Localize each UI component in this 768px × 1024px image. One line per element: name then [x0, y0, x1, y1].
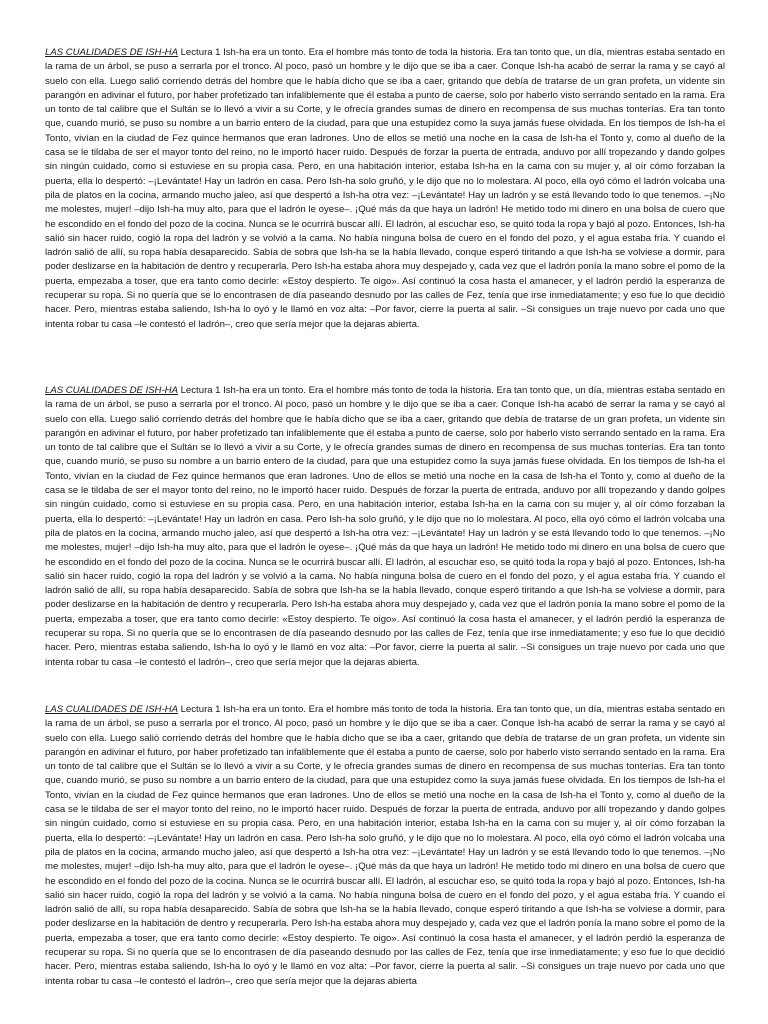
paragraph-body: Lectura 1 Ish-ha era un tonto. Era el hombre más tonto de toda la historia. Era tan tonto que, un día, mientras estaba sentado en la rama de un árbol, se puso a serrarla por el tronco. Al poco, pasó un hombre y le dijo que se iba a caer. Conque Ish-ha acabó de serrar la rama y se cayó al suelo con ella. Luego salió corriendo detrás del hombre que le había dicho que se iba a caer, gritando que debía de tratarse de un gran profeta, un vidente sin parangón en adivinar el futuro, por haber profetizado tan infaliblemente que él estaba a punto de caerse, solo por haberlo visto serrando sentado en la rama. Era un tonto de tal calibre que el Sultán se lo llevó a vivir a su Corte, y le ofrecía grandes sumas de dinero en recompensa de sus muchas tonterías. Era tan tonto que, cuando murió, se puso su nombre a un barrio entero de la ciudad, para que una estupidez como la suya jamás fuese olvidada. En los tiempos de Ish-ha el Tonto, vivían en la ciudad de Fez quince hermanos que eran ladrones. Uno de ellos se metió una noche en la casa de Ish-ha el Tonto y, como al dueño de la casa se le tildaba de ser el mayor tonto del reino, no le importó hacer ruido. Después de forzar la puerta de entrada, anduvo por allí tropezando y dando golpes sin ningún cuidado, como si estuviese en su propia casa. Pero, en una habitación interior, estaba Ish-ha en la cama con su mujer y, al oír cómo forzaban la puerta, ella lo despertó: –¡Levántate! Hay un ladrón en casa. Pero Ish-ha solo gruñó, y le dijo que no lo molestara. Al poco, ella oyó cómo el ladrón volcaba una pila de platos en la cocina, armando mucho jaleo, así que despertó a Ish-ha otra vez: –¡Levántate! Hay un ladrón y se está llevando todo lo que tenemos. –¡No me molestes, mujer! –dijo Ish-ha muy alto, para que el ladrón le oyese–. ¡Qué más da que haya un ladrón! He metido todo mi dinero en una bolsa de cuero que he escondido en el fondo del pozo de la cocina. Nunca se le ocurrirá buscar allí. El ladrón, al escuchar eso, se quitó toda la ropa y bajó al pozo. Entonces, Ish-ha salió sin hacer ruido, cogió la ropa del ladrón y se volvió a la cama. No había ninguna bolsa de cuero en el fondo del pozo, y el agua estaba fría. Y cuando el ladrón salió de allí, su ropa había desaparecido. Sabía de sobra que Ish-ha se la había llevado, conque esperó tiritando a que Ish-ha se volviese a dormir, para poder deslizarse en la habitación de dentro y recuperarla. Pero Ish-ha estaba ahora muy despejado y, cada vez que el ladrón ponía la mano sobre el pomo de la puerta, empezaba a toser, que era tanto como decirle: «Estoy despierto. Te oigo». Así continuó la cosa hasta el amanecer, y el ladrón perdió la esperanza de recuperar su ropa. Si no quería que se lo encontrasen de día paseando desnudo por las calles de Fez, tenía que irse inmediatamente; y eso fue lo que decidió hacer. Pero, mientras estaba saliendo, Ish-ha lo oyó y le llamó en voz alta: –Por favor, cierre la puerta al salir. –Si consigues un traje nuevo por cada uno que intenta robar tu casa –le contestó el ladrón–, creo que sería mejor que la dejaras abierta.	[45, 385, 726, 668]
text-block-2	[45, 384, 725, 670]
paragraph-body: Lectura 1 Ish-ha era un tonto. Era el hombre más tonto de toda la historia. Era tan tonto que, un día, mientras estaba sentado en la rama de un árbol, se puso a serrarla por el tronco. Al poco, pasó un hombre y le dijo que se iba a caer. Conque Ish-ha acabó de serrar la rama y se cayó al suelo con ella. Luego salió corriendo detrás del hombre que le había dicho que se iba a caer, gritando que debía de tratarse de un gran profeta, un vidente sin parangón en adivinar el futuro, por haber profetizado tan infaliblemente que él estaba a punto de caerse, solo por haberlo visto serrando sentado en la rama. Era un tonto de tal calibre que el Sultán se lo llevó a vivir a su Corte, y le ofrecía grandes sumas de dinero en recompensa de sus muchas tonterías. Era tan tonto que, cuando murió, se puso su nombre a un barrio entero de la ciudad, para que una estupidez como la suya jamás fuese olvidada. En los tiempos de Ish-ha el Tonto, vivían en la ciudad de Fez quince hermanos que eran ladrones. Uno de ellos se metió una noche en la casa de Ish-ha el Tonto y, como al dueño de la casa se le tildaba de ser el mayor tonto del reino, no le importó hacer ruido. Después de forzar la puerta de entrada, anduvo por allí tropezando y dando golpes sin ningún cuidado, como si estuviese en su propia casa. Pero, en una habitación interior, estaba Ish-ha en la cama con su mujer y, al oír cómo forzaban la puerta, ella lo despertó: –¡Levántate! Hay un ladrón en casa. Pero Ish-ha solo gruñó, y le dijo que no lo molestara. Al poco, ella oyó cómo el ladrón volcaba una pila de platos en la cocina, armando mucho jaleo, así que despertó a Ish-ha otra vez: –¡Levántate! Hay un ladrón y se está llevando todo lo que tenemos. –¡No me molestes, mujer! –dijo Ish-ha muy alto, para que el ladrón le oyese–. ¡Qué más da que haya un ladrón! He metido todo mi dinero en una bolsa de cuero que he escondido en el fondo del pozo de la cocina. Nunca se le ocurrirá buscar allí. El ladrón, al escuchar eso, se quitó toda la ropa y bajó al pozo. Entonces, Ish-ha salió sin hacer ruido, cogió la ropa del ladrón y se volvió a la cama. No había ninguna bolsa de cuero en el fondo del pozo, y el agua estaba fría. Y cuando el ladrón salió de allí, su ropa había desaparecido. Sabía de sobra que Ish-ha se la había llevado, conque esperó tiritando a que Ish-ha se volviese a dormir, para poder deslizarse en la habitación de dentro y recuperarla. Pero Ish-ha estaba ahora muy despejado y, cada vez que el ladrón ponía la mano sobre el pomo de la puerta, empezaba a toser, que era tanto como decirle: «Estoy despierto. Te oigo». Así continuó la cosa hasta el amanecer, y el ladrón perdió la esperanza de recuperar su ropa. Si no quería que se lo encontrasen de día paseando desnudo por las calles de Fez, tenía que irse inmediatamente; y eso fue lo que decidió hacer. Pero, mientras estaba saliendo, Ish-ha lo oyó y le llamó en voz alta: –Por favor, cierre la puerta al salir. –Si consigues un traje nuevo por cada uno que intenta robar tu casa –le contestó el ladrón–, creo que sería mejor que la dejaras abierta	[45, 704, 726, 987]
document-title: LAS CUALIDADES DE ISH-HA	[45, 704, 179, 715]
paragraph-body: Lectura 1 Ish-ha era un tonto. Era el hombre más tonto de toda la historia. Era tan tonto que, un día, mientras estaba sentado en la rama de un árbol, se puso a serrarla por el tronco. Al poco, pasó un hombre y le dijo que se iba a caer. Conque Ish-ha acabó de serrar la rama y se cayó al suelo con ella. Luego salió corriendo detrás del hombre que le había dicho que se iba a caer, gritando que debía de tratarse de un gran profeta, un vidente sin parangón en adivinar el futuro, por haber profetizado tan infaliblemente que él estaba a punto de caerse, solo por haberlo visto serrando sentado en la rama. Era un tonto de tal calibre que el Sultán se lo llevó a vivir a su Corte, y le ofrecía grandes sumas de dinero en recompensa de sus muchas tonterías. Era tan tonto que, cuando murió, se puso su nombre a un barrio entero de la ciudad, para que una estupidez como la suya jamás fuese olvidada. En los tiempos de Ish-ha el Tonto, vivían en la ciudad de Fez quince hermanos que eran ladrones. Uno de ellos se metió una noche en la casa de Ish-ha el Tonto y, como al dueño de la casa se le tildaba de ser el mayor tonto del reino, no le importó hacer ruido. Después de forzar la puerta de entrada, anduvo por allí tropezando y dando golpes sin ningún cuidado, como si estuviese en su propia casa. Pero, en una habitación interior, estaba Ish-ha en la cama con su mujer y, al oír cómo forzaban la puerta, ella lo despertó: –¡Levántate! Hay un ladrón en casa. Pero Ish-ha solo gruñó, y le dijo que no lo molestara. Al poco, ella oyó cómo el ladrón volcaba una pila de platos en la cocina, armando mucho jaleo, así que despertó a Ish-ha otra vez: –¡Levántate! Hay un ladrón y se está llevando todo lo que tenemos. –¡No me molestes, mujer! –dijo Ish-ha muy alto, para que el ladrón le oyese–. ¡Qué más da que haya un ladrón! He metido todo mi dinero en una bolsa de cuero que he escondido en el fondo del pozo de la cocina. Nunca se le ocurrirá buscar allí. El ladrón, al escuchar eso, se quitó toda la ropa y bajó al pozo. Entonces, Ish-ha salió sin hacer ruido, cogió la ropa del ladrón y se volvió a la cama. No había ninguna bolsa de cuero en el fondo del pozo, y el agua estaba fría. Y cuando el ladrón salió de allí, su ropa había desaparecido. Sabía de sobra que Ish-ha se la había llevado, conque esperó tiritando a que Ish-ha se volviese a dormir, para poder deslizarse en la habitación de dentro y recuperarla. Pero Ish-ha estaba ahora muy despejado y, cada vez que el ladrón ponía la mano sobre el pomo de la puerta, empezaba a toser, que era tanto como decirle: «Estoy despierto. Te oigo». Así continuó la cosa hasta el amanecer, y el ladrón perdió la esperanza de recuperar su ropa. Si no quería que se lo encontrasen de día paseando desnudo por las calles de Fez, tenía que irse inmediatamente; y eso fue lo que decidió hacer. Pero, mientras estaba saliendo, Ish-ha lo oyó y le llamó en voz alta: –Por favor, cierre la puerta al salir. –Si consigues un traje nuevo por cada uno que intenta robar tu casa –le contestó el ladrón–, creo que sería mejor que la dejaras abierta.	[45, 47, 726, 330]
document-title: LAS CUALIDADES DE ISH-HA	[45, 47, 179, 58]
text-block-1	[45, 46, 725, 332]
text-block-3	[45, 703, 725, 989]
document-title: LAS CUALIDADES DE ISH-HA	[45, 385, 179, 396]
